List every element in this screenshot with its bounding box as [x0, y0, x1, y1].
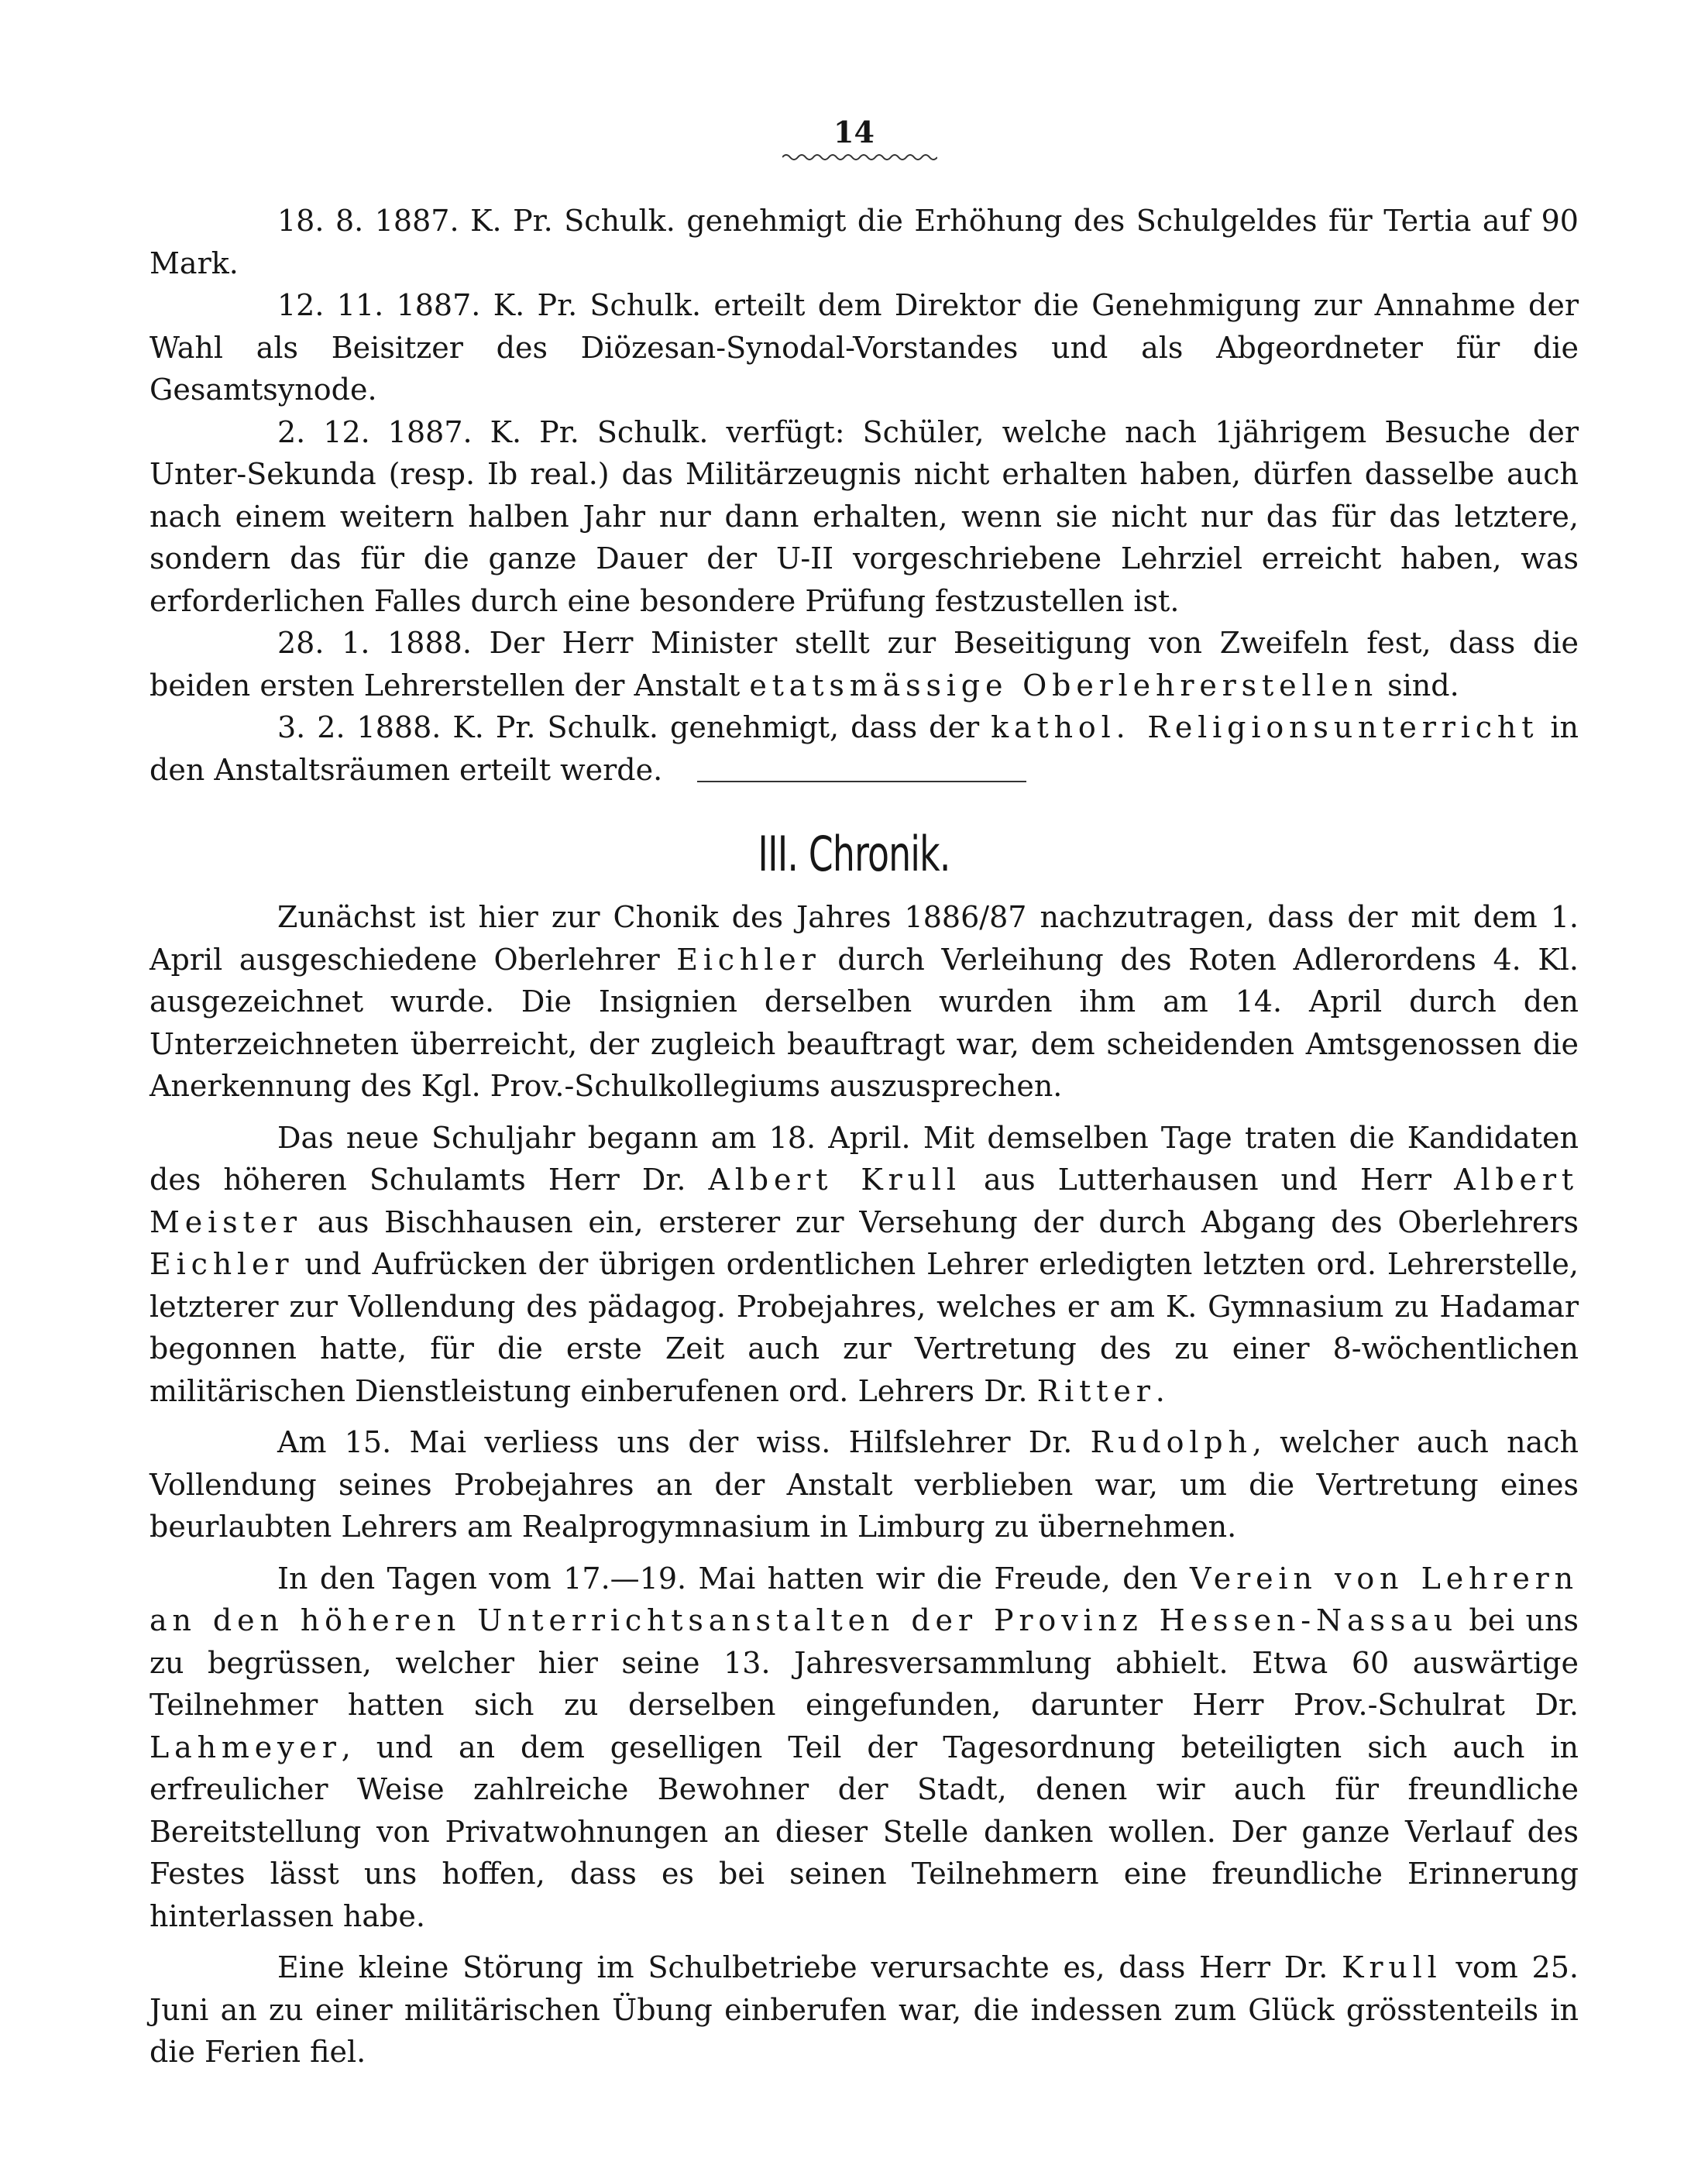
- chronik-paragraph: [149, 1558, 1579, 1938]
- person-name: Ritter: [1036, 1373, 1156, 1408]
- person-name: Lahmeyer: [149, 1730, 342, 1764]
- decree-date: 28. 1. 1888.: [277, 626, 472, 660]
- paragraph-text: Eine kleine Störung im Schulbetriebe verursachte es, dass Herr Dr.: [277, 1950, 1328, 1984]
- decree-text: in den Anstaltsräumen erteilt werde.: [149, 710, 1579, 787]
- chronik-paragraph: [149, 896, 1579, 1108]
- decrees-list: [149, 200, 1579, 791]
- person-name: Eichler: [676, 942, 821, 977]
- decree-entry: [149, 622, 1579, 706]
- person-name: Krull: [1342, 1950, 1442, 1984]
- chronik-section: [149, 896, 1579, 2073]
- decree-date: 2. 12. 1887.: [277, 414, 473, 449]
- decree-text: K. Pr. Schulk. verfügt: Schüler, welche nach 1jährigem Besuche der Unter-Sekunda (resp. Ib real.) das Militärzeugnis nicht erhalten haben, dürfen dasselbe auch nach einem weitern halben Jahr nur dann erhalten, wenn sie nicht nur das für das letztere, sondern das für die ganze Dauer der U-II vorgeschriebene Lehrziel erreicht haben, was erforderlichen Falles durch eine besondere Prüfung festzustellen ist.: [149, 414, 1579, 618]
- page-number: 14: [833, 115, 875, 149]
- paragraph-text: In den Tagen vom 17.—19. Mai hatten wir die Freude, den: [277, 1561, 1178, 1596]
- decree-entry: [149, 284, 1579, 411]
- person-name: Eichler: [149, 1247, 294, 1281]
- paragraph-text: vom 25. Juni an zu einer militärischen Übung einberufen war, die indessen zum Glück grösstenteils in die Ferien fiel.: [149, 1950, 1579, 2069]
- paragraph-text: durch Verleihung des Roten Adlerordens 4. Kl. ausgezeichnet wurde. Die Insignien derselben wurden ihm am 14. April durch den Unterzeichneten überreicht, der zugleich beauftragt war, dem scheidenden Amtsgenossen die Anerkennung des Kgl. Prov.-Schulkollegiums auszusprechen.: [149, 942, 1579, 1103]
- chronik-paragraph: [149, 1946, 1579, 2073]
- paragraph-text: .: [1155, 1373, 1165, 1408]
- decree-text: K. Pr. Schulk. erteilt dem Direktor die Genehmigung zur Annahme der Wahl als Beisitzer des Diözesan-Synodal-Vorstandes und als Abgeordneter für die Gesamtsynode.: [149, 288, 1579, 407]
- person-name: Albert Krull: [708, 1163, 961, 1197]
- section-heading: III. Chronik.: [758, 826, 950, 882]
- person-name: Albert Meister: [149, 1163, 1579, 1239]
- chronik-paragraph: [149, 1421, 1579, 1548]
- decree-entry: [149, 706, 1579, 791]
- paragraph-text: und Aufrücken der übrigen ordentlichen Lehrer erledigten letzten ord. Lehrerstelle, letzterer zur Vollendung des pädagog. Probejahres, welches er am K. Gymnasium zu Hadamar begonnen hatte, für die erste Zeit auch zur Vertretung des zu einer 8-wöchentlichen militärischen Dienstleistung einberufenen ord. Lehrers Dr.: [149, 1247, 1579, 1408]
- decree-text: Der Herr Minister stellt zur Beseitigung von Zweifeln fest, dass die beiden ersten Lehrerstellen der Anstalt: [149, 626, 1579, 703]
- paragraph-text: aus Bischhausen ein, ersterer zur Versehung der durch Abgang des Oberlehrers: [317, 1204, 1579, 1239]
- paragraph-text: bei uns zu begrüssen, welcher hier seine 13. Jahresversammlung abhielt. Etwa 60 auswärtige Teilnehmer hatten sich zu derselben eingefunden, darunter Herr Prov.-Schulrat Dr.: [149, 1603, 1579, 1722]
- paragraph-text: Zunächst ist hier zur Chonik des Jahres 1886/87 nachzutragen, dass der mit dem 1. April ausgeschiedene Oberlehrer: [149, 900, 1579, 977]
- paragraph-text: Das neue Schuljahr begann am 18. April. Mit demselben Tage traten die Kandidaten des höheren Schulamts Herr Dr.: [149, 1120, 1579, 1197]
- paragraph-text: , und an dem geselligen Teil der Tagesordnung beteiligten sich auch in erfreulicher Weise zahlreiche Bewohner der Stadt, denen wir auch für freundliche Bereitstellung von Privatwohnungen an dieser Stelle danken wollen. Der ganze Verlauf des Festes lässt uns hoffen, dass es bei seinen Teilnehmern eine freundliche Erinnerung hinterlassen habe.: [149, 1730, 1579, 1933]
- section-divider: [697, 781, 1026, 782]
- chronik-paragraph: [149, 1117, 1579, 1413]
- paragraph-text: , welcher auch nach Vollendung seines Probejahres an der Anstalt verblieben war, um die Vertretung eines beurlaubten Lehrers am Realprogymnasium in Limburg zu übernehmen.: [149, 1425, 1579, 1544]
- decree-date: 18. 8. 1887.: [277, 204, 459, 238]
- decree-text: K. Pr. Schulk. genehmigt die Erhöhung des Schulgeldes für Tertia auf 90 Mark.: [149, 204, 1579, 280]
- paragraph-text: aus Lutterhausen und Herr: [983, 1163, 1431, 1197]
- person-name: Rudolph: [1090, 1425, 1253, 1459]
- decree-date: 12. 11. 1887.: [277, 288, 481, 322]
- decree-entry: [149, 411, 1579, 623]
- decree-spaced-text: kathol. Religionsunterricht: [991, 710, 1539, 744]
- decree-text: K. Pr. Schulk. genehmigt, dass der: [452, 710, 980, 744]
- decree-text: sind.: [1387, 668, 1459, 703]
- wavy-underline-ornament: [782, 152, 937, 163]
- decree-entry: [149, 200, 1579, 284]
- decree-date: 3. 2. 1888.: [277, 710, 442, 744]
- decree-spaced-text: etatsmässige Oberlehrerstellen: [749, 668, 1379, 703]
- association-name: Verein von Lehrern an den höheren Unterrichtsanstalten der Provinz Hessen-Nassau: [149, 1561, 1579, 1637]
- paragraph-text: Am 15. Mai verliess uns der wiss. Hilfslehrer Dr.: [277, 1425, 1073, 1459]
